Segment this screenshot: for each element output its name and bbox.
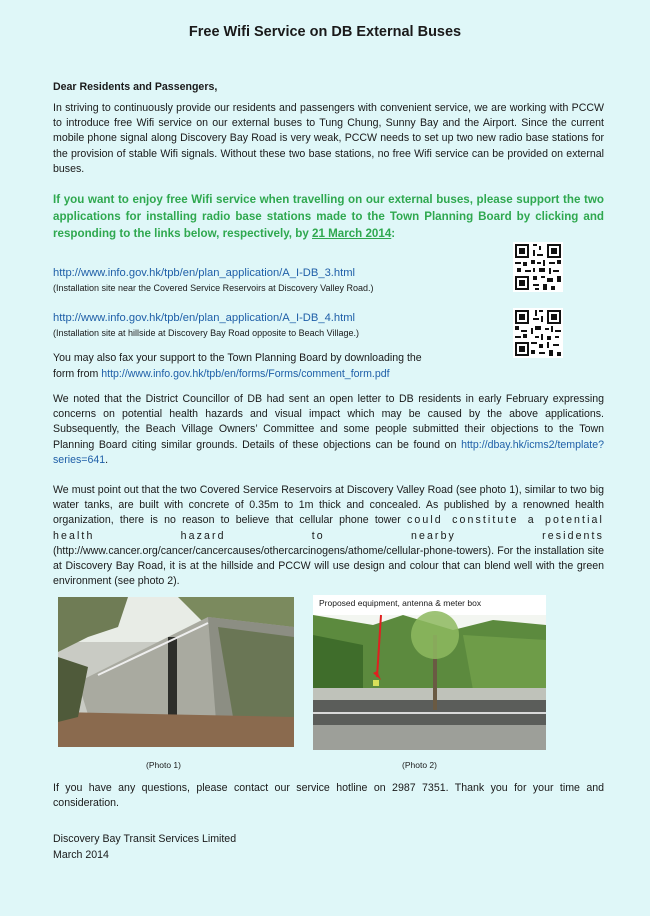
objections-paragraph <box>53 392 604 468</box>
objections-text: We noted that the District Councillor of DB had sent an open letter to DB residents in early February expressing concerns on potential health hazards and visual impact which may be caused by the above applications. Subsequently, the Beach Village Owners’ Committee and some people submitted their objections to the Town Planning Board citing similar grounds. Details of these objections can be found on <box>53 393 604 451</box>
company-name: Discovery Bay Transit Services Limited <box>53 833 237 845</box>
letter-date: March 2014 <box>53 849 109 861</box>
objections-link[interactable]: http://dbay.hk/icms2/template?series=641 <box>53 438 604 466</box>
fax-paragraph <box>53 350 513 382</box>
greeting: Dear Residents and Passengers, <box>53 81 218 93</box>
photo-2-caption: (Photo 2) <box>402 760 437 770</box>
application-note-db4: (Installation site at hillside at Discovery Bay Road opposite to Beach Village.) <box>53 328 359 338</box>
reservoirs-paragraph <box>53 483 604 589</box>
application-note-db3: (Installation site near the Covered Service Reservoirs at Discovery Valley Road.) <box>53 283 374 293</box>
contact-paragraph: If you have any questions, please contact our service hotline on 2987 7351. Thank you for your time and consideration. <box>53 782 604 810</box>
intro-paragraph: In striving to continuously provide our residents and passengers with convenient service, we are working with PCCW to introduce free Wifi service on our external buses to Tung Chung, Sunny Bay and the Airport. Since the current mobile phone signal along Discovery Bay Road is very weak, PCCW needs to set up two new radio base stations for the provision of stable Wifi signals. Without these two base stations, no free Wifi service can be provided on external buses. <box>53 102 604 175</box>
objections-end: . <box>105 453 109 466</box>
reservoirs-text-2: (http://www.cancer.org/cancer/cancercauses/othercarcinogens/athome/cellular-phone-towers). For the installation site at Discovery Bay Road, it is at the hillside and PCCW will use design and colour that can blend well with the green environment (see photo 2). <box>53 544 604 588</box>
appeal-paragraph <box>53 191 604 242</box>
page-title: Free Wifi Service on DB External Buses <box>188 24 462 40</box>
fax-line-2 <box>53 366 513 382</box>
application-link-db4[interactable]: http://www.info.gov.hk/tpb/en/plan_application/A_I-DB_4.html <box>53 312 356 324</box>
appeal-text: If you want to enjoy free Wifi service when travelling on our external buses, please support the two applications for installing radio base stations made to the Town Planning Board by clicking and responding to the links below, respectively, by <box>53 193 604 240</box>
application-link-db3[interactable]: http://www.info.gov.hk/tpb/en/plan_application/A_I-DB_3.html <box>53 267 356 279</box>
photo-2-label: Proposed equipment, antenna & meter box <box>319 598 482 608</box>
qr-code-icon[interactable] <box>513 308 563 358</box>
qr-code-icon[interactable] <box>513 242 563 292</box>
comment-form-link[interactable]: http://www.info.gov.hk/tpb/en/forms/Forms/comment_form.pdf <box>101 368 390 380</box>
fax-line-1: You may also fax your support to the Town Planning Board by downloading the <box>53 352 422 364</box>
photo-1-caption: (Photo 1) <box>146 760 181 770</box>
photo-2-hillside <box>313 595 546 750</box>
deadline-date: 21 March 2014 <box>312 227 392 240</box>
fax-prefix: form from <box>53 368 102 380</box>
reservoirs-text-1: We must point out that the two Covered Service Reservoirs at Discovery Valley Road (see photo 1), similar to two big water tanks, are built with concrete of 0.35m to 1m thick and concealed. As published by a renowned health organization, there is no reason to believe that cellular phone tower <box>53 484 604 527</box>
reservoirs-spaced-text: could constitute a potential health hazard to nearby residents <box>53 514 604 542</box>
photo-1-reservoir <box>58 597 294 747</box>
appeal-end: : <box>391 227 396 240</box>
